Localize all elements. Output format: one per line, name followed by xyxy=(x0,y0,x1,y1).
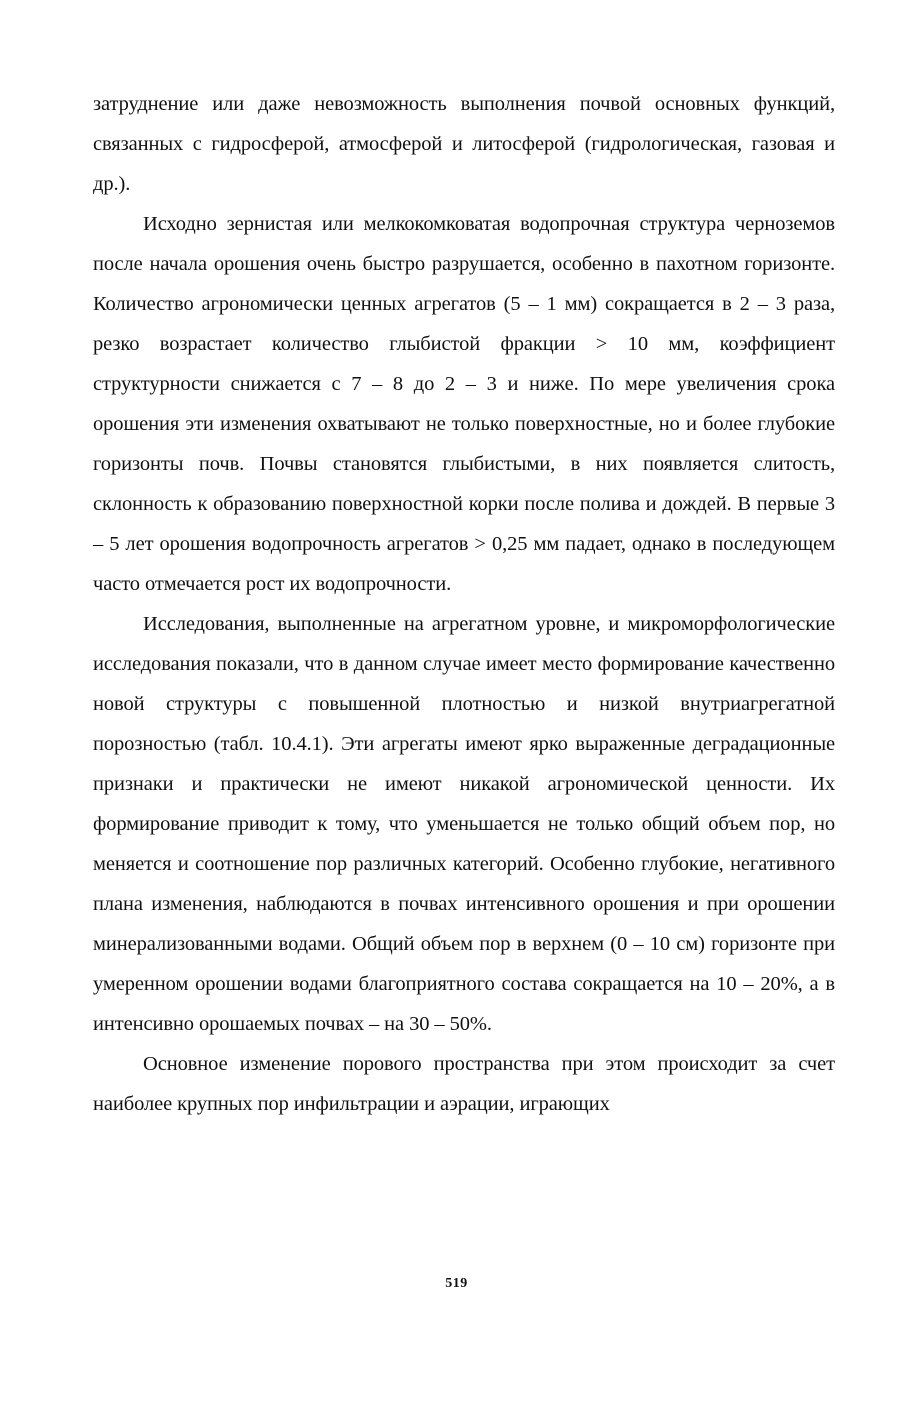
paragraph-aggregate-research: Исследования, выполненные на агрегатном уровне, и микроморфологические исследования показали, что в данном случае имеет место формирование качественно новой структуры с повышенной плотностью и низкой внутриагрегатной порозностью (табл. 10.4.1). Эти агрегаты имеют ярко выраженные деградационные признаки и практически не имеют никакой агрономической ценности. Их формирование приводит к тому, что уменьшается не только общий объем пор, но меняется и соотношение пор различных категорий. Особенно глубокие, негативного плана изменения, наблюдаются в почвах интенсивного орошения и при орошении минерализованными водами. Общий объем пор в верхнем (0 – 10 см) горизонте при умеренном орошении водами благоприятного состава сокращается на 10 – 20%, а в интенсивно орошаемых почвах – на 30 – 50%. xyxy=(93,613,835,1035)
paragraph-structure-destruction: Исходно зернистая или мелкокомковатая водопрочная структура черноземов после начала орошения очень быстро разрушается, особенно в пахотном горизонте. Количество агрономически ценных агрегатов (5 – 1 мм) сокращается в 2 – 3 раза, резко возрастает количество глыбистой фракции > 10 мм, коэффициент структурности снижается с 7 – 8 до 2 – 3 и ниже. По мере увеличения срока орошения эти изменения охватывают не только поверхностные, но и более глубокие горизонты почв. Почвы становятся глыбистыми, в них появляется слитость, склонность к образованию поверхностной корки после полива и дождей. В первые 3 – 5 лет орошения водопрочность агрегатов > 0,25 мм падает, однако в последующем часто отмечается рост их водопрочности. xyxy=(93,213,835,595)
page-number: 519 xyxy=(445,1276,468,1291)
paragraph-continuation: затруднение или даже невозможность выполнения почвой основных функций, связанных с гидросферой, атмосферой и литосферой (гидрологическая, газовая и др.). xyxy=(93,93,835,195)
page-body xyxy=(93,84,835,1124)
paragraph-pore-space-change: Основное изменение порового пространства при этом происходит за счет наиболее крупных пор инфильтрации и аэрации, играющих xyxy=(93,1053,835,1115)
